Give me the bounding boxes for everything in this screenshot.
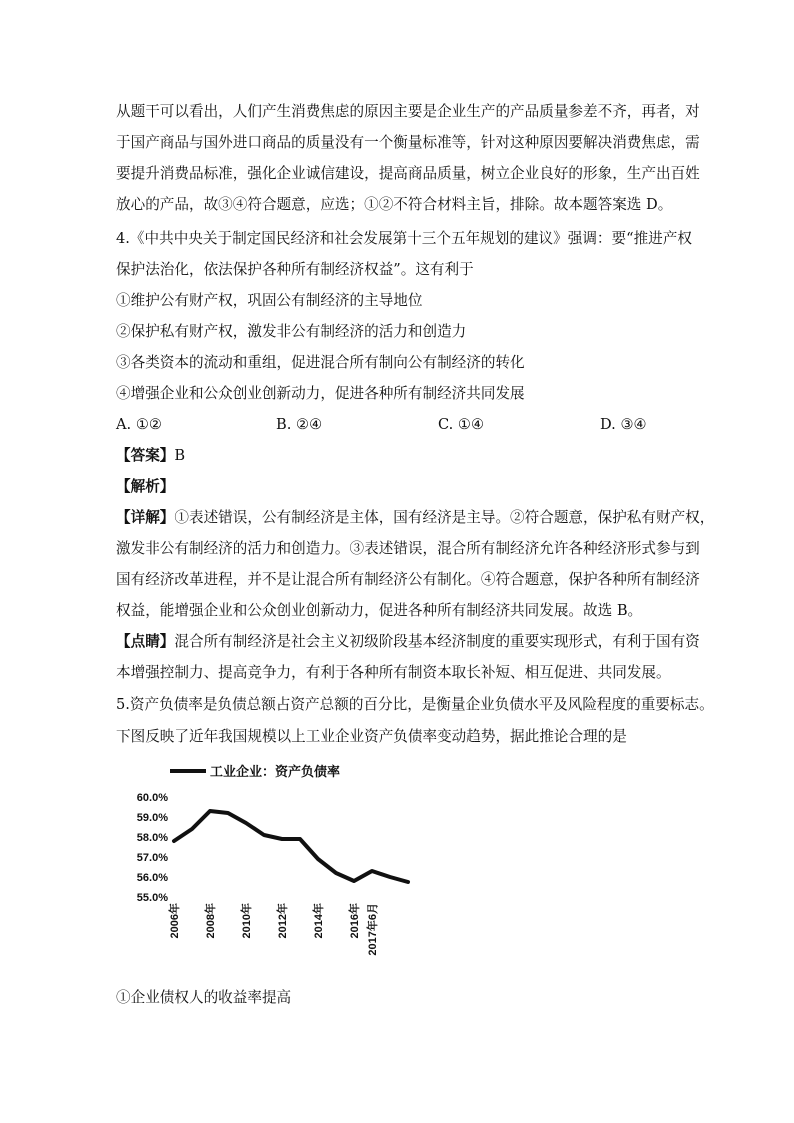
answer-label: 【答案】 [116, 447, 175, 464]
y-tick-label: 59.0% [136, 812, 168, 824]
x-tick-label: 2008年 [205, 903, 217, 939]
q4-detail-line-4: 权益，能增强企业和公众创业创新动力，促进各种所有制经济共同发展。故选 B。 [116, 602, 643, 619]
q4-option-d: D. ③④ [600, 416, 647, 433]
intro-line-1: 从题干可以看出，人们产生消费焦虑的原因主要是企业生产的产品质量参差不齐，再者，对 [116, 103, 700, 120]
q4-detail-line-2: 激发非公有制经济的活力和创造力。③表述错误，混合所有制经济允许各种经济形式参与到 [116, 540, 700, 557]
x-axis [167, 903, 379, 956]
x-tick-label: 2012年 [277, 903, 289, 939]
y-axis [137, 792, 168, 904]
tip-text-1: 混合所有制经济是社会主义初级阶段基本经济制度的重要实现形式，有利于国有资 [174, 633, 700, 650]
q4-statement-3: ③各类资本的流动和重组，促进混合所有制向公有制经济的转化 [116, 354, 525, 371]
q4-detail-line-1 [116, 508, 714, 528]
q4-statement-2: ②保护私有财产权，激发非公有制经济的活力和创造力 [116, 323, 467, 340]
q4-stem-line-2: 保护法治化，依法保护各种所有制经济权益”。这有利于 [116, 261, 474, 278]
q4-statement-4: ④增强企业和公众创业创新动力，促进各种所有制经济共同发展 [116, 385, 525, 402]
detail-label: 【详解】 [116, 509, 175, 526]
q4-tip-line-2: 本增强控制力、提高竞争力，有利于各种所有制资本取长补短、相互促进、共同发展。 [116, 664, 671, 681]
x-tick-label: 2017年6月 [367, 903, 379, 956]
q5-stem-line-1: 5.资产负债率是负债总额占资产总额的百分比，是衡量企业负债水平及风险程度的重要标志。 [116, 696, 714, 713]
q4-answer [116, 446, 185, 466]
intro-line-4: 放心的产品，故③④符合题意，应选；①②不符合材料主旨，排除。故本题答案选 D。 [116, 196, 673, 213]
intro-line-3: 要提升消费品标准，强化企业诚信建设，提高商品质量，树立企业良好的形象，生产出百姓 [116, 165, 700, 182]
q5-statement-1: ①企业债权人的收益率提高 [116, 989, 292, 1006]
x-tick-label: 2014年 [313, 903, 325, 939]
q4-stem-line-1: 4.《中共中央关于制定国民经济和社会发展第十三个五年规划的建议》强调：要“推进产权 [116, 230, 692, 247]
q4-analysis-label: 【解析】 [116, 478, 175, 495]
y-tick-label: 57.0% [136, 852, 168, 864]
q4-detail-line-3: 国有经济改革进程，并不是让混合所有制经济公有制化。④符合题意，保护各种所有制经济 [116, 571, 700, 588]
debt-ratio-chart [118, 755, 418, 975]
q4-option-b: B. ②④ [276, 416, 323, 433]
y-tick-label: 56.0% [136, 872, 168, 884]
q5-stem-line-2: 下图反映了近年我国规模以上工业企业资产负债率变动趋势，据此推论合理的是 [116, 728, 627, 745]
y-tick-label: 60.0% [136, 792, 168, 804]
q4-statement-1: ①维护公有财产权，巩固公有制经济的主导地位 [116, 292, 423, 309]
y-tick-label: 58.0% [136, 832, 168, 844]
intro-line-2: 于国产商品与国外进口商品的质量没有一个衡量标准等，针对这种原因要解决消费焦虑，需 [116, 134, 700, 151]
legend-label: 工业企业：资产负债率 [210, 764, 341, 779]
q4-option-a: A. ①② [116, 416, 162, 433]
x-tick-label: 2010年 [241, 903, 253, 939]
q4-option-c: C. ①④ [438, 416, 485, 433]
x-tick-label: 2016年 [349, 903, 361, 939]
answer-value: B [174, 447, 186, 464]
x-tick-label: 2006年 [169, 903, 181, 939]
q4-tip-line-1 [116, 632, 700, 652]
detail-text-1: ①表述错误，公有制经济是主体，国有经济是主导。②符合题意，保护私有财产权， [174, 509, 715, 526]
tip-label: 【点睛】 [116, 633, 175, 650]
y-tick-label: 55.0% [136, 892, 168, 904]
series-line-debt-ratio [174, 811, 408, 882]
